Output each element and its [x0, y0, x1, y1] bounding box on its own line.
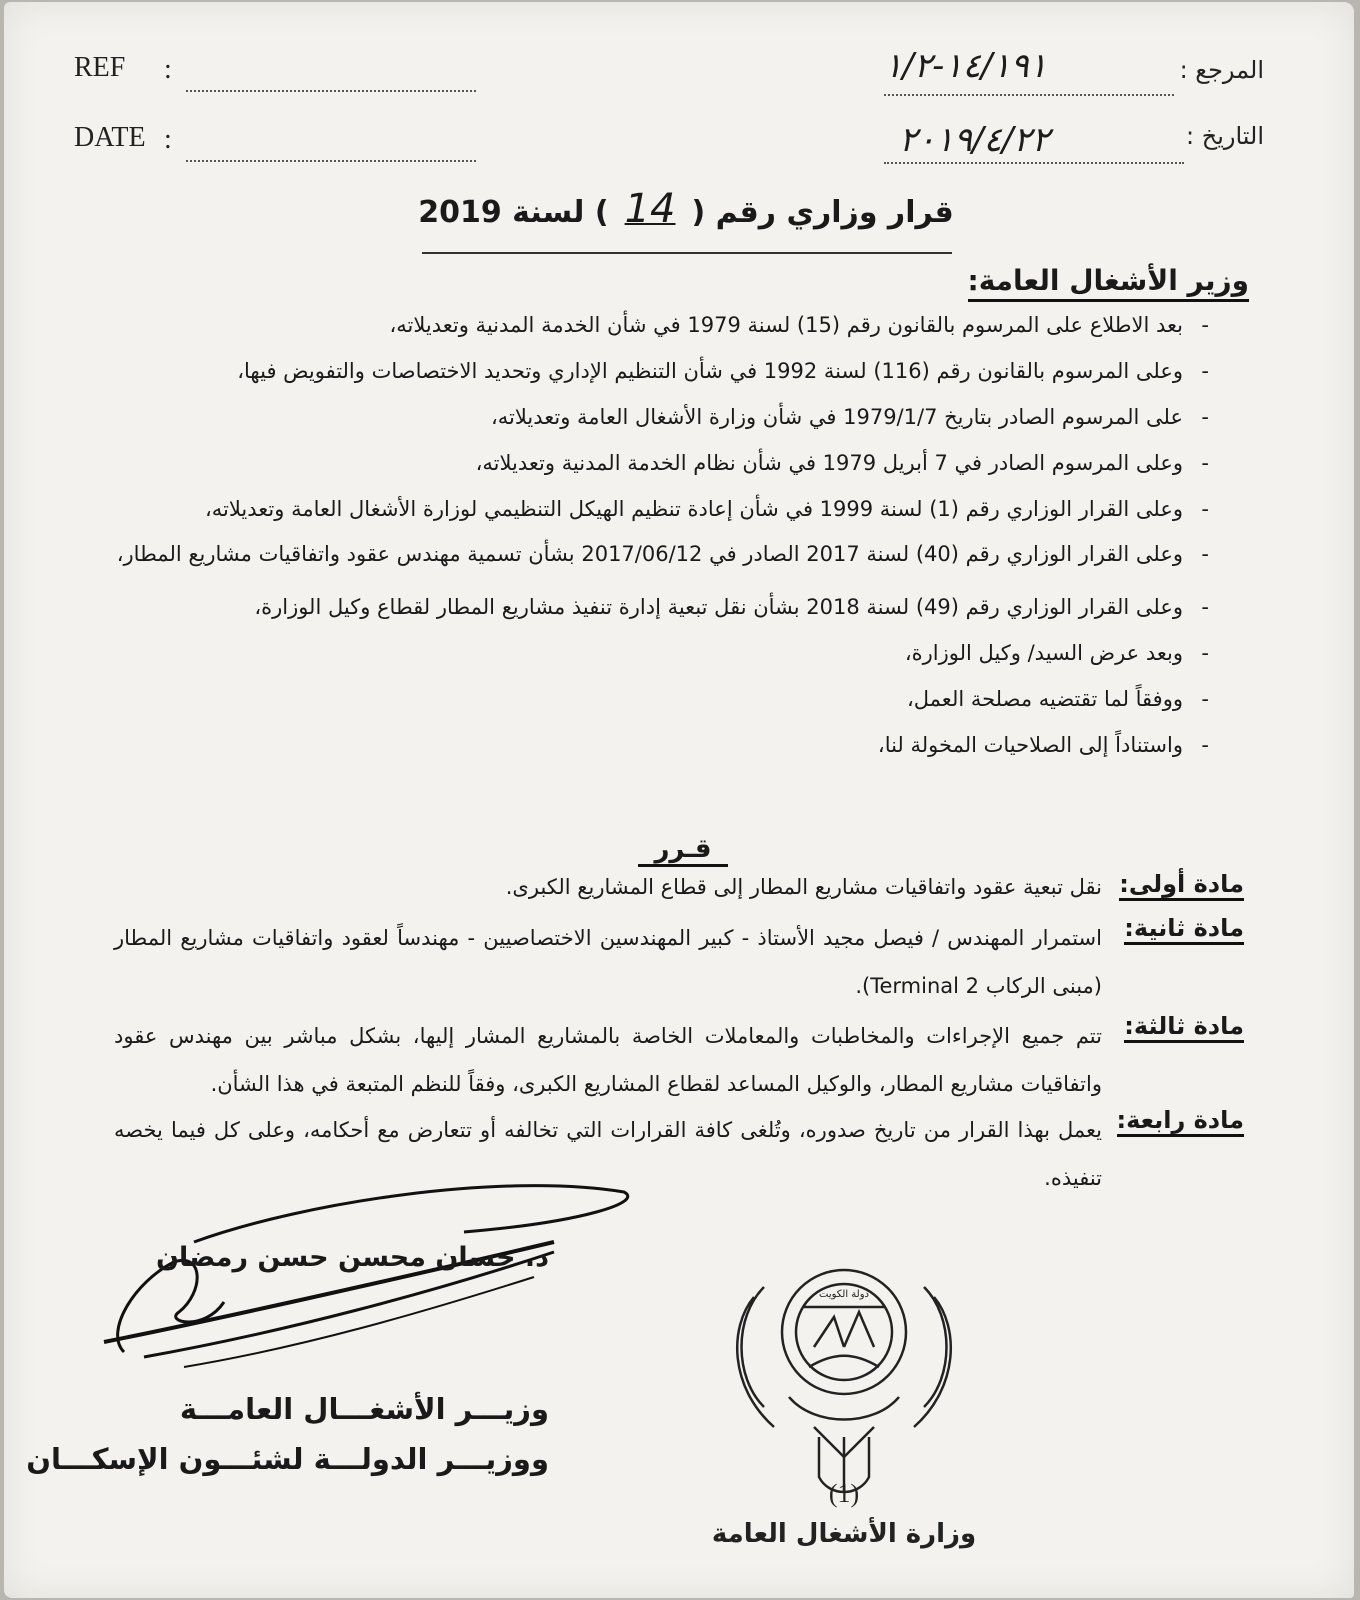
arabic-date-label: التاريخ :: [1185, 122, 1264, 150]
ref-label: REF: [74, 52, 126, 83]
clause-dash: -: [1201, 451, 1209, 475]
clause-dash: -: [1201, 641, 1209, 665]
article-head: مادة ثانية:: [1124, 914, 1244, 945]
clause-text: بعد الاطلاع على المرسوم بالقانون رقم (15) لسنة 1979 في شأن الخدمة المدنية وتعديلاته،: [389, 313, 1183, 337]
ref-dotted-line: [186, 90, 476, 92]
clause-text: ووفقاً لما تقتضيه مصلحة العمل،: [906, 687, 1183, 711]
title-handwritten-number: 14: [624, 186, 676, 232]
title-suffix: ) لسنة 2019: [418, 195, 609, 230]
clause-text: وعلى المرسوم الصادر في 7 أبريل 1979 في شأن نظام الخدمة المدنية وتعديلاته،: [475, 451, 1183, 475]
document-page: [4, 2, 1354, 1598]
stamp-number: (1): [828, 1479, 860, 1508]
handwritten-ref-number: ١٤/١٩١-١/٢: [884, 46, 1048, 86]
preamble-clauses: [99, 312, 1209, 778]
clause-dash: -: [1201, 733, 1209, 757]
title-prefix: قرار وزاري رقم (: [691, 195, 954, 230]
handwritten-date: ٢٠١٩/٤/٢٢: [899, 120, 1050, 160]
clause-item: [99, 686, 1209, 712]
minister-heading: وزير الأشغال العامة:: [968, 264, 1250, 302]
article-head: مادة أولى:: [1119, 870, 1244, 901]
article-head: مادة ثالثة:: [1124, 1012, 1244, 1043]
article-second: [114, 914, 1244, 1010]
clause-text: وبعد عرض السيد/ وكيل الوزارة،: [904, 641, 1183, 665]
signatory-title-minister-public-works: وزيـــر الأشغـــال العامـــة: [179, 1392, 549, 1426]
handwritten-signature: [84, 1182, 644, 1382]
date-dotted-line: [186, 160, 476, 162]
article-first: [114, 870, 1244, 904]
title-underline: [422, 252, 952, 254]
clause-dash: -: [1201, 542, 1209, 566]
clause-item: [99, 358, 1209, 384]
clause-item: [99, 594, 1209, 620]
clause-dash: -: [1201, 595, 1209, 619]
clause-text: واستناداً إلى الصلاحيات المخولة لنا،: [877, 733, 1183, 757]
clause-item: [99, 404, 1209, 430]
clause-item: [99, 312, 1209, 338]
clause-text: وعلى المرسوم بالقانون رقم (116) لسنة 1992 في شأن التنظيم الإداري وتحديد الاختصاصات والتفويض فيها،: [237, 359, 1183, 383]
article-head: مادة رابعة:: [1117, 1106, 1244, 1137]
clause-item: [99, 496, 1209, 522]
article-body: يعمل بهذا القرار من تاريخ صدوره، وتُلغى كافة القرارات التي تخالفه أو تتعارض مع أحكامه، وعلى كل فيما يخصه تنفيذه.: [114, 1118, 1102, 1190]
clause-dash: -: [1201, 359, 1209, 383]
clause-text: وعلى القرار الوزاري رقم (1) لسنة 1999 في شأن إعادة تنظيم الهيكل التنظيمي لوزارة الأشغال العامة وتعديلاته،: [205, 497, 1183, 521]
clause-item: [99, 534, 1209, 574]
signatory-title-minister-housing: ووزيـــر الدولـــة لشئـــون الإسكـــان: [26, 1442, 549, 1476]
ref-colon: :: [164, 54, 172, 85]
clause-text: وعلى القرار الوزاري رقم (49) لسنة 2018 بشأن نقل تبعية إدارة تنفيذ مشاريع المطار لقطاع وكيل الوزارة،: [254, 595, 1183, 619]
stamp-ministry-text: وزارة الأشغال العامة: [711, 1519, 977, 1549]
arabic-date-dotted-line: [884, 162, 1184, 164]
date-colon: :: [164, 124, 172, 155]
article-body: تتم جميع الإجراءات والمخاطبات والمعاملات الخاصة بالمشاريع المشار إليها، بشكل مباشر بين مهندس عقود واتفاقيات مشاريع المطار، والوكيل المساعد لقطاع المشاريع الكبرى، وفقاً للنظم المتبعة في هذا الشأن.: [114, 1024, 1102, 1096]
clause-text: وعلى القرار الوزاري رقم (40) لسنة 2017 الصادر في 2017/06/12 بشأن تسمية مهندس عقود واتفاقيات مشاريع المطار،: [116, 542, 1183, 566]
clause-dash: -: [1201, 313, 1209, 337]
clause-item: [99, 450, 1209, 476]
signatory-name: د. حسان محسن حسن رمضان: [155, 1242, 549, 1273]
date-label: DATE: [74, 122, 146, 153]
article-third: [114, 1012, 1244, 1108]
clause-text: على المرسوم الصادر بتاريخ 1979/1/7 في شأن وزارة الأشغال العامة وتعديلاته،: [490, 405, 1183, 429]
arabic-ref-dotted-line: [884, 94, 1174, 96]
arabic-ref-label: المرجع :: [1179, 56, 1264, 84]
article-body: نقل تبعية عقود واتفاقيات مشاريع المطار إلى قطاع المشاريع الكبرى.: [505, 875, 1102, 899]
clause-dash: -: [1201, 687, 1209, 711]
clause-item: [99, 640, 1209, 666]
clause-dash: -: [1201, 405, 1209, 429]
ministry-stamp: [694, 1237, 994, 1557]
clause-dash: -: [1201, 497, 1209, 521]
decided-heading: قـرر: [638, 834, 728, 867]
article-body: استمرار المهندس / فيصل مجيد الأستاذ - كبير المهندسين الاختصاصيين - مهندساً لعقود واتفاقيات مشاريع المطار (مبنى الركاب Terminal 2).: [114, 926, 1102, 998]
clause-item: [99, 732, 1209, 758]
stamp-banner-text: دولة الكويت: [819, 1289, 869, 1300]
decision-title: [416, 186, 956, 232]
